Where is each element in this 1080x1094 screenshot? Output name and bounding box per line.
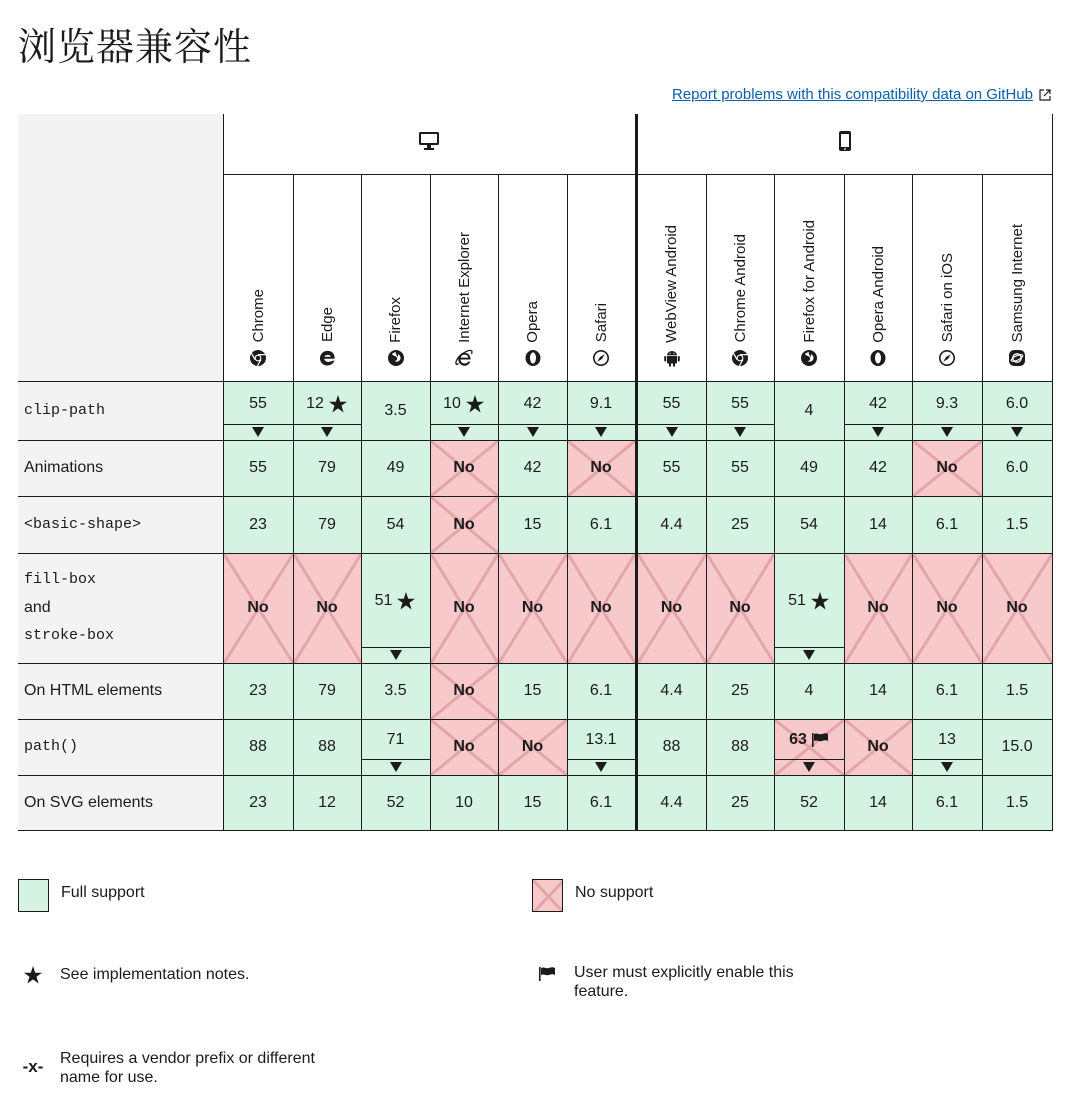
support-cell	[636, 663, 706, 719]
support-cell	[498, 663, 567, 719]
support-value: 4	[804, 401, 814, 419]
support-value: 6.1	[935, 793, 959, 811]
expand-toggle[interactable]	[499, 424, 567, 440]
expand-toggle[interactable]	[568, 424, 635, 440]
expand-toggle[interactable]	[294, 424, 361, 440]
support-value: 1.5	[1005, 682, 1029, 699]
support-value: 6.1	[935, 682, 959, 699]
support-value: 25	[731, 682, 749, 699]
triangle-down-icon	[527, 427, 539, 437]
legend-prefix	[18, 1049, 348, 1087]
support-cell	[567, 775, 636, 830]
support-value: 14	[869, 515, 887, 533]
support-value: 6.1	[589, 515, 613, 533]
support-cell[interactable]	[567, 381, 636, 440]
platform-mobile	[636, 114, 1052, 174]
browser-name: Safari on iOS	[938, 253, 956, 343]
support-value: No	[936, 599, 958, 616]
browser-name: WebView Android	[663, 224, 680, 343]
support-value: No	[521, 599, 544, 616]
star-icon	[810, 591, 830, 611]
support-cell[interactable]	[706, 381, 774, 440]
legend-full-support-label: Full support	[61, 884, 145, 901]
edge-icon	[318, 349, 336, 367]
support-cell	[982, 719, 1052, 775]
legend-full-support	[18, 879, 145, 912]
desktop-icon	[418, 131, 440, 151]
feature-name	[18, 496, 223, 553]
triangle-down-icon	[595, 762, 607, 772]
support-cell	[223, 440, 293, 496]
mobile-icon	[838, 130, 852, 152]
support-cell[interactable]	[361, 553, 430, 663]
star-icon	[328, 394, 348, 414]
support-cell	[774, 775, 844, 830]
support-value: No	[729, 599, 751, 616]
samsung-internet-icon	[1008, 349, 1026, 367]
support-value: 55	[662, 459, 681, 476]
support-value: 13.1	[585, 731, 617, 748]
support-cell	[844, 553, 912, 663]
support-cell	[912, 775, 982, 830]
firefox-icon	[387, 349, 405, 367]
triangle-down-icon	[321, 427, 333, 437]
support-cell	[223, 663, 293, 719]
support-cell	[706, 719, 774, 775]
platform-desktop	[223, 114, 636, 174]
support-cell	[982, 663, 1052, 719]
browser-name: Firefox	[387, 296, 404, 343]
support-cell	[706, 496, 774, 553]
feature-name-part: clip-path	[24, 401, 106, 419]
support-cell	[223, 775, 293, 830]
support-cell	[706, 553, 774, 663]
support-cell[interactable]	[223, 381, 293, 440]
browser-name: Firefox for Android	[800, 219, 818, 343]
support-value: 54	[386, 515, 405, 533]
browser-name: Chrome	[249, 289, 267, 343]
feature-name	[18, 553, 223, 663]
table-corner	[18, 114, 223, 381]
support-value: 55	[249, 394, 267, 412]
support-cell	[636, 496, 706, 553]
support-cell[interactable]	[567, 719, 636, 775]
support-cell	[912, 663, 982, 719]
legend-notes-label: See implementation notes.	[60, 966, 250, 983]
report-link-label: Report problems with this compatibility data on GitHub	[672, 86, 1033, 103]
support-cell[interactable]	[430, 381, 498, 440]
support-cell[interactable]	[912, 381, 982, 440]
chrome-icon	[249, 349, 267, 367]
support-value: 25	[731, 793, 749, 811]
browser-name: Opera	[524, 300, 541, 343]
browser-header-chrome-android	[706, 174, 774, 381]
support-value: No	[521, 738, 544, 755]
legend-notes	[18, 965, 249, 985]
feature-name-part: On SVG elements	[24, 793, 153, 811]
support-cell	[844, 663, 912, 719]
support-cell	[774, 663, 844, 719]
support-cell	[567, 440, 636, 496]
support-value: 42	[523, 394, 542, 412]
support-cell	[982, 553, 1052, 663]
prefix-symbol: -x-	[22, 1057, 44, 1076]
support-cell	[636, 553, 706, 663]
support-cell	[636, 775, 706, 830]
safari-icon	[592, 349, 610, 367]
support-value: 88	[249, 738, 267, 755]
support-cell	[223, 496, 293, 553]
support-cell	[912, 496, 982, 553]
browser-header-safari-on-ios	[912, 174, 982, 381]
table-row	[18, 775, 1052, 830]
firefox-icon	[800, 349, 818, 367]
browser-name: Samsung Internet	[1008, 224, 1026, 343]
support-cell	[430, 440, 498, 496]
support-value: 42	[523, 459, 542, 476]
table-row	[18, 553, 1052, 663]
support-cell	[498, 719, 567, 775]
feature-name-part: fill-box	[24, 571, 97, 588]
support-cell	[430, 553, 498, 663]
support-cell	[498, 553, 567, 663]
browser-header-edge	[293, 174, 361, 381]
feature-name	[18, 663, 223, 719]
expand-toggle[interactable]	[362, 647, 430, 663]
support-cell	[223, 719, 293, 775]
support-value: 6.1	[935, 515, 959, 533]
support-value: 13	[938, 731, 956, 748]
support-cell	[223, 553, 293, 663]
support-cell	[498, 496, 567, 553]
support-value: 6.0	[1005, 459, 1029, 476]
support-value: 88	[731, 738, 749, 755]
support-value: No	[936, 459, 958, 476]
expand-toggle[interactable]	[775, 647, 844, 663]
support-cell	[636, 440, 706, 496]
support-value: 23	[249, 515, 267, 533]
support-cell	[982, 775, 1052, 830]
support-value: 42	[869, 394, 887, 412]
support-value: 12	[318, 793, 336, 811]
support-value: No	[453, 599, 475, 616]
support-value: No	[453, 682, 475, 699]
expand-toggle[interactable]	[983, 424, 1052, 440]
support-value: 23	[249, 793, 267, 811]
page-title: 浏览器兼容性	[18, 25, 253, 69]
feature-name	[18, 719, 223, 775]
support-value: 54	[800, 515, 818, 533]
compat-table	[18, 114, 1053, 831]
support-value: No	[660, 599, 683, 616]
support-value: 14	[869, 682, 887, 699]
expand-toggle[interactable]	[913, 759, 982, 775]
support-cell	[912, 553, 982, 663]
external-link-icon	[1039, 89, 1051, 101]
browser-header-opera	[498, 174, 567, 381]
support-value: 42	[869, 459, 887, 476]
support-value: 51	[788, 592, 806, 609]
flag-icon	[538, 967, 556, 981]
chrome-icon	[731, 349, 749, 367]
expand-toggle[interactable]	[775, 759, 844, 775]
table-row	[18, 663, 1052, 719]
triangle-down-icon	[390, 650, 402, 660]
support-value: No	[590, 459, 612, 476]
legend-no-support	[532, 879, 653, 912]
support-value: 52	[386, 793, 405, 811]
support-cell	[844, 775, 912, 830]
feature-name-part: stroke-box	[24, 627, 115, 644]
browser-header-samsung-internet	[982, 174, 1052, 381]
support-cell	[844, 719, 912, 775]
feature-name	[18, 440, 223, 496]
support-value: 52	[800, 793, 818, 811]
support-cell	[293, 553, 361, 663]
support-value: No	[453, 459, 475, 476]
support-value: 15	[523, 515, 542, 533]
opera-icon	[524, 349, 542, 367]
support-cell	[982, 496, 1052, 553]
full-support-swatch	[18, 879, 49, 912]
browser-name: Safari	[592, 303, 610, 343]
support-cell	[430, 775, 498, 830]
table-row	[18, 719, 1052, 775]
triangle-down-icon	[803, 650, 815, 660]
triangle-down-icon	[803, 762, 815, 772]
support-cell	[293, 719, 361, 775]
triangle-down-icon	[1011, 427, 1023, 437]
support-cell[interactable]	[912, 719, 982, 775]
support-cell	[430, 719, 498, 775]
expand-toggle[interactable]	[568, 759, 635, 775]
support-value: 55	[731, 394, 749, 412]
table-row	[18, 381, 1052, 440]
support-cell	[430, 496, 498, 553]
support-value: 79	[318, 459, 336, 476]
support-value: 23	[249, 682, 267, 699]
expand-toggle[interactable]	[224, 424, 293, 440]
feature-name	[18, 381, 223, 440]
browser-header-firefox	[361, 174, 430, 381]
browser-name: Internet Explorer	[455, 231, 473, 343]
support-value: 15	[523, 682, 542, 699]
internet-explorer-icon	[455, 349, 473, 367]
table-row	[18, 440, 1052, 496]
support-cell	[361, 663, 430, 719]
report-problems-link[interactable]	[672, 86, 1051, 103]
support-value: 4.4	[660, 793, 683, 811]
triangle-down-icon	[252, 427, 264, 437]
feature-name-part: On HTML elements	[24, 682, 163, 699]
support-cell[interactable]	[293, 381, 361, 440]
flag-icon	[811, 733, 829, 747]
support-cell	[293, 663, 361, 719]
no-support-swatch	[532, 879, 563, 912]
feature-name-part: Animations	[24, 459, 104, 476]
triangle-down-icon	[458, 427, 470, 437]
support-value: 51	[374, 592, 393, 609]
support-cell	[293, 440, 361, 496]
support-cell	[498, 440, 567, 496]
support-cell[interactable]	[361, 719, 430, 775]
support-value: 14	[869, 793, 887, 811]
browser-header-firefox-for-android	[774, 174, 844, 381]
triangle-down-icon	[666, 427, 678, 437]
support-cell[interactable]	[498, 381, 567, 440]
support-value: 1.5	[1005, 515, 1029, 533]
expand-toggle[interactable]	[431, 424, 498, 440]
support-value: 71	[386, 731, 405, 748]
feature-name	[18, 775, 223, 830]
support-value: 49	[800, 459, 818, 476]
support-cell	[361, 496, 430, 553]
support-value: 3.5	[384, 682, 407, 699]
support-value: No	[453, 515, 475, 533]
browser-header-opera-android	[844, 174, 912, 381]
legend-no-support-label: No support	[575, 884, 654, 901]
support-cell	[636, 719, 706, 775]
support-value: 10	[443, 394, 461, 412]
expand-toggle[interactable]	[362, 759, 430, 775]
triangle-down-icon	[734, 427, 746, 437]
table-row	[18, 496, 1052, 553]
support-value: 79	[318, 682, 336, 699]
support-value: 6.1	[589, 793, 613, 811]
star-icon	[465, 394, 485, 414]
support-cell	[706, 663, 774, 719]
support-cell	[430, 663, 498, 719]
expand-toggle[interactable]	[638, 424, 706, 440]
support-cell	[567, 663, 636, 719]
legend-flag	[532, 963, 822, 1001]
star-icon	[23, 965, 43, 985]
support-value: 12	[306, 394, 324, 412]
support-cell	[912, 440, 982, 496]
opera-icon	[869, 349, 887, 367]
feature-name-part: path()	[24, 738, 79, 755]
support-value: 88	[662, 738, 681, 755]
support-cell	[774, 496, 844, 553]
browser-name: Chrome Android	[731, 234, 749, 343]
support-value: 4	[804, 682, 814, 699]
support-cell	[844, 496, 912, 553]
support-value: No	[590, 599, 612, 616]
support-value: 63	[789, 731, 807, 748]
support-value: No	[867, 599, 889, 616]
support-value: 1.5	[1005, 793, 1029, 811]
support-cell	[844, 440, 912, 496]
support-value: No	[1006, 599, 1028, 616]
support-cell	[706, 440, 774, 496]
support-value: 4.4	[660, 682, 683, 699]
legend-prefix-label: Requires a vendor prefix or different name for use.	[60, 1050, 315, 1086]
support-value: 6.0	[1005, 394, 1029, 412]
support-value: No	[867, 738, 889, 755]
support-cell	[567, 496, 636, 553]
support-value: 55	[662, 394, 681, 412]
feature-name-part: and	[24, 599, 51, 616]
support-value: 6.1	[589, 682, 613, 699]
triangle-down-icon	[872, 427, 884, 437]
support-cell	[293, 775, 361, 830]
support-value: No	[453, 738, 475, 755]
browser-header-webview-android	[636, 174, 706, 381]
support-value: 49	[386, 459, 405, 476]
support-value: 79	[318, 515, 336, 533]
support-value: No	[316, 599, 338, 616]
browser-header-internet-explorer	[430, 174, 498, 381]
support-value: 25	[731, 515, 749, 533]
support-value: 3.5	[384, 401, 407, 419]
triangle-down-icon	[390, 762, 402, 772]
support-value: 15.0	[1001, 738, 1033, 755]
support-cell	[567, 553, 636, 663]
triangle-down-icon	[941, 427, 953, 437]
browser-header-safari	[567, 174, 636, 381]
support-value: 10	[455, 793, 473, 811]
triangle-down-icon	[941, 762, 953, 772]
star-icon	[396, 591, 416, 611]
support-cell[interactable]	[636, 381, 706, 440]
support-cell[interactable]	[774, 553, 844, 663]
support-cell	[982, 440, 1052, 496]
support-value: 88	[318, 738, 336, 755]
android-icon	[663, 349, 681, 367]
support-cell	[361, 381, 430, 440]
feature-name-part: <basic-shape>	[24, 515, 142, 533]
support-cell	[293, 496, 361, 553]
support-value: 9.3	[935, 394, 959, 412]
support-cell	[361, 440, 430, 496]
support-cell	[498, 775, 567, 830]
support-cell	[774, 440, 844, 496]
legend-flag-label: User must explicitly enable this feature.	[574, 964, 794, 1000]
support-value: 9.1	[589, 394, 613, 412]
support-cell	[361, 775, 430, 830]
support-value: 55	[249, 459, 267, 476]
browser-header-chrome	[223, 174, 293, 381]
support-cell[interactable]	[844, 381, 912, 440]
expand-toggle[interactable]	[913, 424, 982, 440]
support-value: 55	[731, 459, 749, 476]
support-cell	[706, 775, 774, 830]
browser-name: Opera Android	[869, 245, 887, 343]
browser-name: Edge	[318, 307, 336, 343]
support-cell[interactable]	[982, 381, 1052, 440]
triangle-down-icon	[595, 427, 607, 437]
support-value: 15	[523, 793, 542, 811]
support-cell[interactable]	[774, 719, 844, 775]
support-cell	[774, 381, 844, 440]
safari-icon	[938, 349, 956, 367]
support-value: No	[247, 599, 269, 616]
expand-toggle[interactable]	[707, 424, 774, 440]
expand-toggle[interactable]	[845, 424, 912, 440]
support-value: 4.4	[660, 515, 683, 533]
